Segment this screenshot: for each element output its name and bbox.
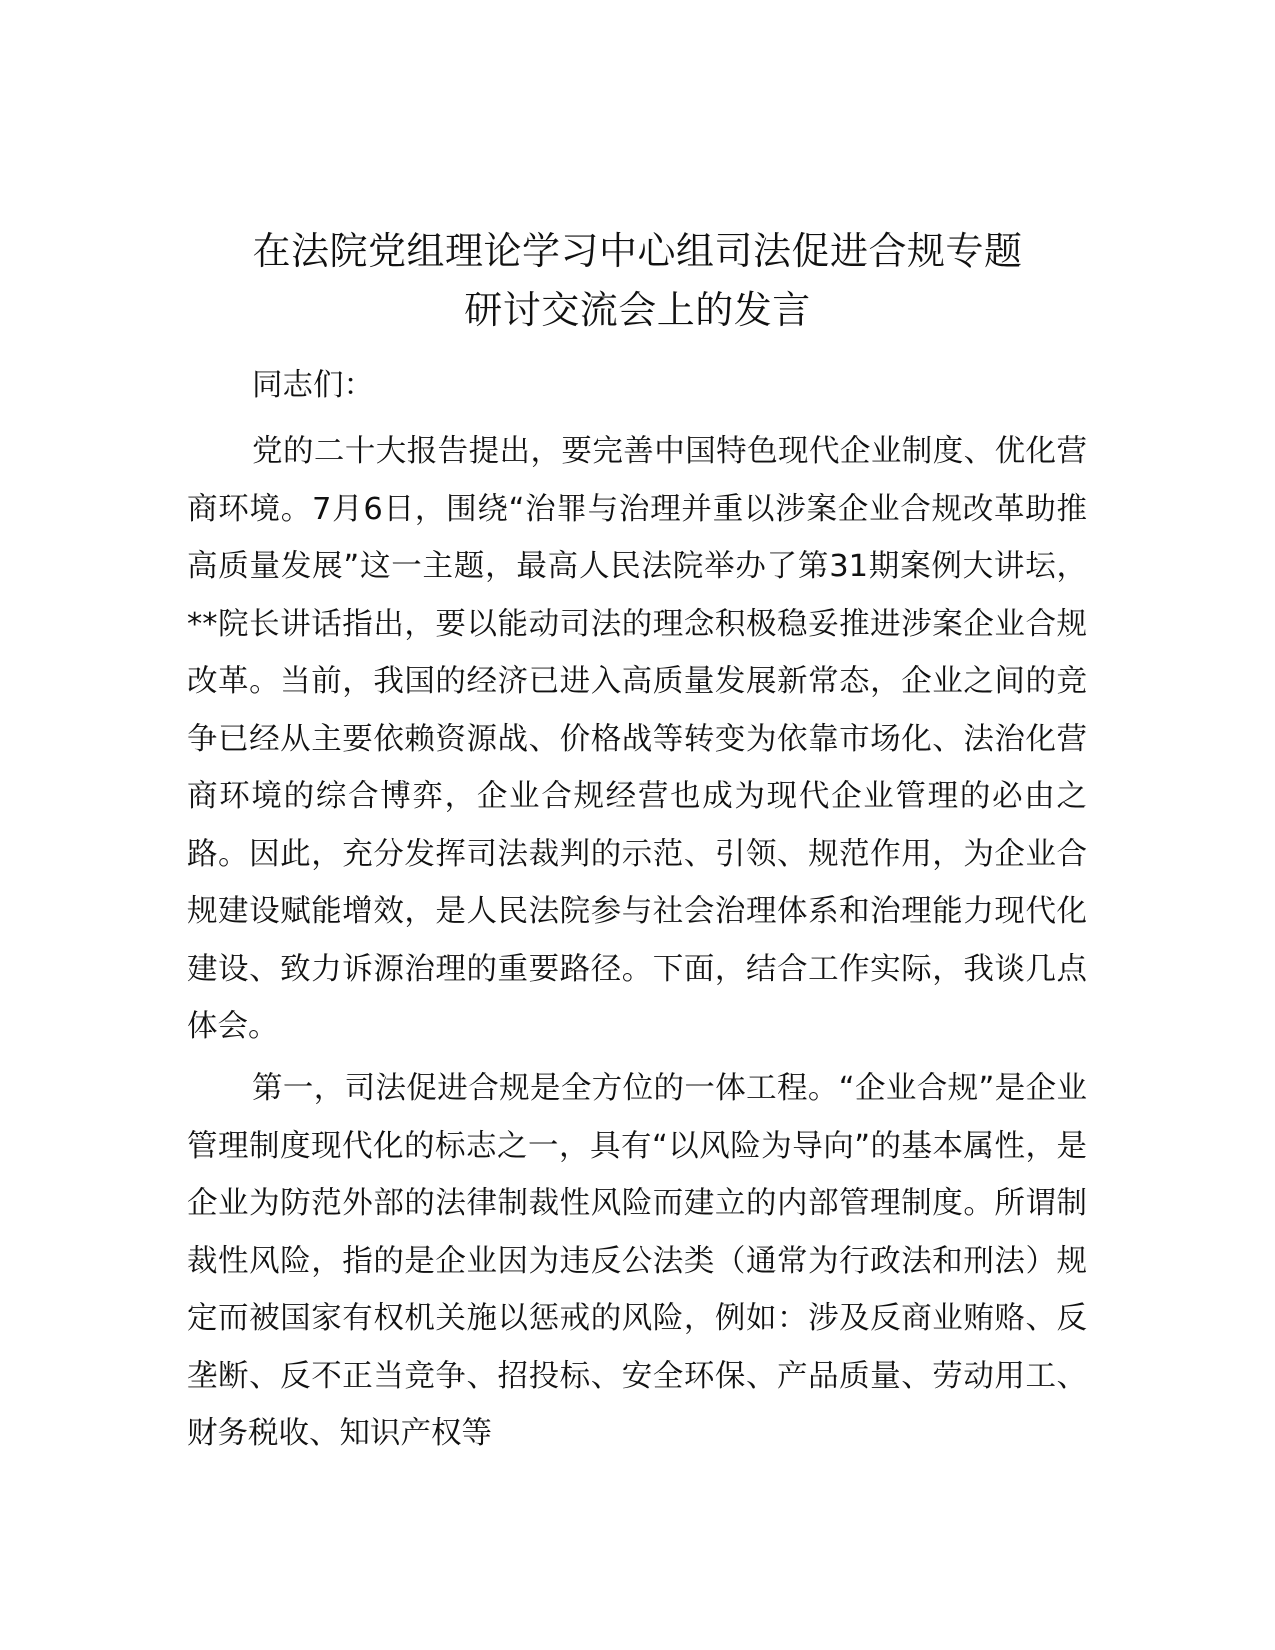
paragraph-1: 党的二十大报告提出，要完善中国特色现代企业制度、优化营商环境。7月6日，围绕“治罪与治理并重以涉案企业合规改革助推高质量发展”这一主题，最高人民法院举办了第31期案例大讲坛，**院长讲话指出，要以能动司法的理念积极稳妥推进涉案企业合规改革。当前，我国的经济已进入高质量发展新常态，企业之间的竞争已经从主要依赖资源战、价格战等转变为依靠市场化、法治化营商环境的综合博弈，企业合规经营也成为现代企业管理的必由之路。因此，充分发挥司法裁判的示范、引领、规范作用，为企业合规建设赋能增效，是人民法院参与社会治理体系和治理能力现代化建设、致力诉源治理的重要路径。下面，结合工作实际，我谈几点体会。	[187, 434, 1087, 1044]
paragraph-2: 第一，司法促进合规是全方位的一体工程。“企业合规”是企业管理制度现代化的标志之一，具有“以风险为导向”的基本属性，是企业为防范外部的法律制裁性风险而建立的内部管理制度。所谓制裁性风险，指的是企业因为违反公法类（通常为行政法和刑法）规定而被国家有权机关施以惩戒的风险，例如：涉及反商业贿赂、反垄断、反不正当竞争、招投标、安全环保、产品质量、劳动用工、财务税收、知识产权等	[187, 1071, 1087, 1451]
title-line-2: 研讨交流会上的发言	[464, 288, 811, 332]
document-title	[150, 222, 1125, 340]
title-line-1: 在法院党组理论学习中心组司法促进合规专题	[252, 229, 1023, 273]
greeting: 同志们：	[252, 368, 374, 403]
